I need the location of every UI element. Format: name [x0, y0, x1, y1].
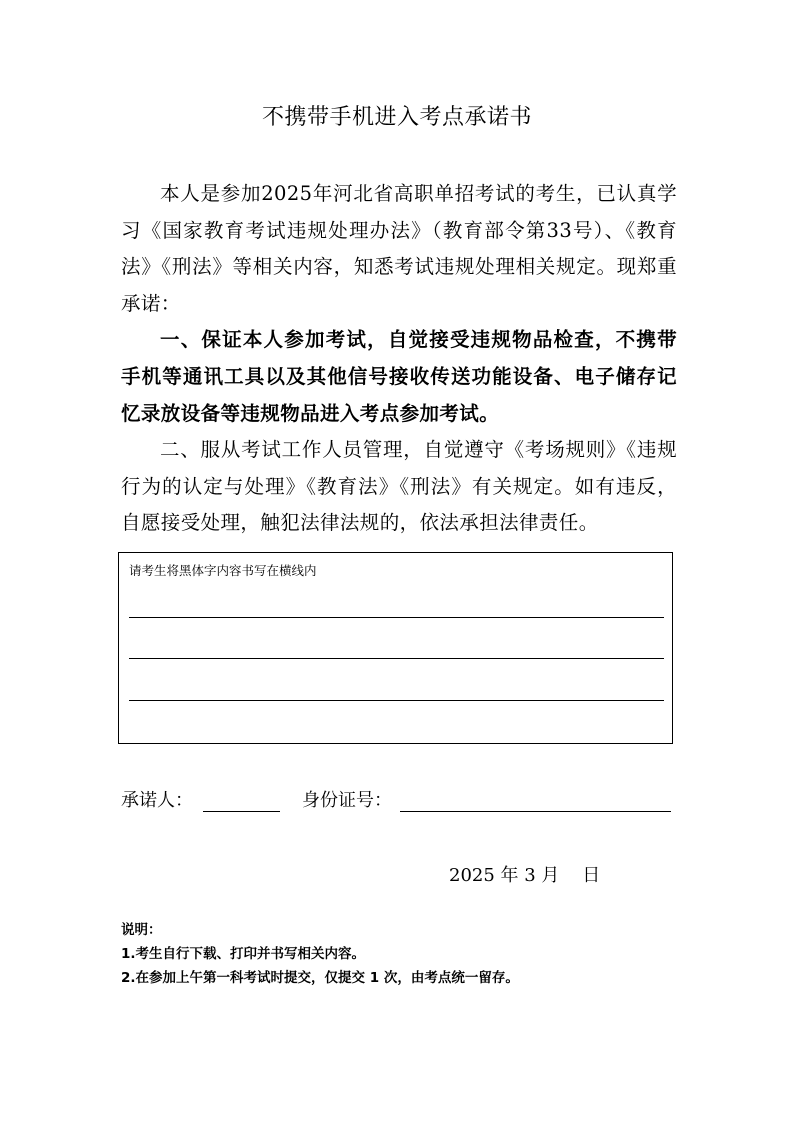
intro-paragraph: 本人是参加2025年河北省高职单招考试的考生，已认真学习《国家教育考试违规处理办法》（教育部令第33号）、《教育法》《刑法》等相关内容，知悉考试违规处理相关规定。现郑重承诺：	[121, 182, 677, 315]
note-item: 1.考生自行下载、打印并书写相关内容。	[121, 946, 366, 962]
pledge-item-1-bold: 一、保证本人参加考试，自觉接受违规物品检查，不携带手机等通讯工具以及其他信号接收传送功能设备、电子储存记忆录放设备等违规物品进入考点参加考试。	[121, 328, 677, 425]
handwriting-box-label: 请考生将黑体字内容书写在横线内	[129, 563, 317, 578]
pledge-body	[121, 176, 677, 542]
notes-title: 说明：	[121, 922, 162, 938]
id-number-field[interactable]	[400, 811, 671, 812]
handwriting-line-1[interactable]	[129, 617, 664, 618]
notes-section	[121, 918, 519, 990]
document-title: 不携带手机进入考点承诺书	[261, 105, 532, 130]
promisor-label: 承诺人：	[121, 790, 193, 811]
handwriting-line-3[interactable]	[129, 700, 664, 701]
handwriting-line-2[interactable]	[129, 658, 664, 659]
id-number-label: 身份证号：	[302, 790, 392, 811]
note-item: 2.在参加上午第一科考试时提交，仅提交 1 次，由考点统一留存。	[121, 970, 519, 986]
signature-row	[121, 788, 681, 814]
promisor-signature-field[interactable]	[203, 811, 280, 812]
handwriting-box	[118, 552, 673, 744]
pledge-item-2: 二、服从考试工作人员管理，自觉遵守《考场规则》《违规行为的认定与处理》《教育法》《刑法》有关规定。如有违反，自愿接受处理，触犯法律法规的，依法承担法律责任。	[121, 438, 677, 535]
date-line: 2025 年 3 月 日	[449, 865, 601, 886]
